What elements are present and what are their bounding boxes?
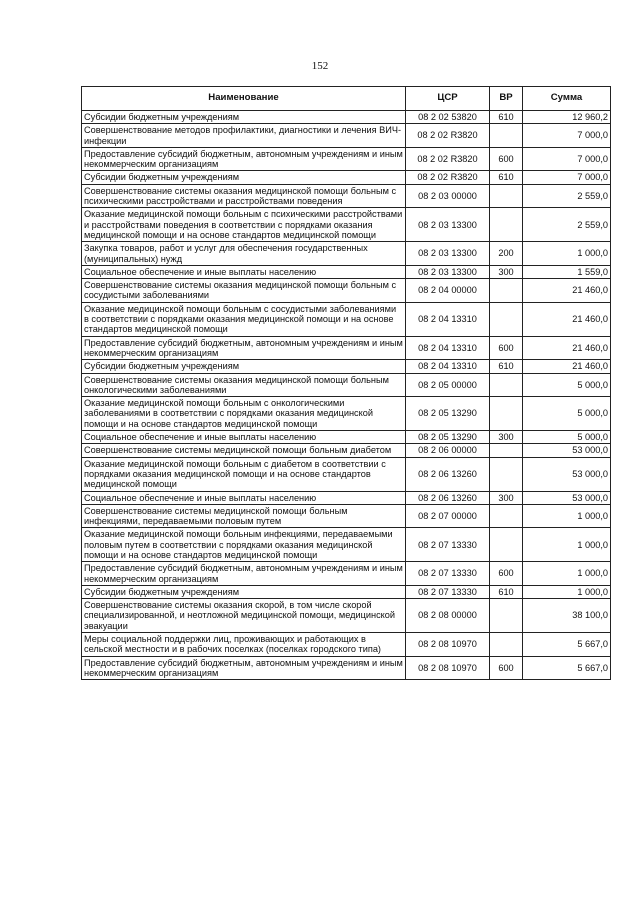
row-name: Совершенствование методов профилактики, диагностики и лечения ВИЧ-инфекции — [82, 124, 406, 148]
row-csr: 08 2 03 00000 — [406, 184, 490, 208]
row-name: Совершенствование системы медицинской помощи больным диабетом — [82, 444, 406, 457]
row-vr: 610 — [490, 585, 523, 598]
row-name: Оказание медицинской помощи больным с психическими расстройствами и расстройствами поведения в соответствии с порядками оказания медицинской помощи и на основе стандартов медицинской помощи — [82, 208, 406, 242]
table-row — [82, 171, 611, 184]
row-name: Оказание медицинской помощи больным с онкологическими заболеваниями в соответствии с порядками оказания медицинской помощи и на основе стандартов медицинской помощи — [82, 397, 406, 431]
row-csr: 08 2 06 13260 — [406, 457, 490, 491]
header-name: Наименование — [82, 87, 406, 111]
table-header-row — [82, 87, 611, 111]
table-row — [82, 599, 611, 633]
table-row — [82, 504, 611, 528]
row-vr: 300 — [490, 491, 523, 504]
table-row — [82, 633, 611, 657]
row-name: Социальное обеспечение и иные выплаты населению — [82, 265, 406, 278]
row-name: Совершенствование системы оказания скорой, в том числе скорой специализированной, и неотложной медицинской помощи, медицинской эвакуации — [82, 599, 406, 633]
row-csr: 08 2 02 R3820 — [406, 124, 490, 148]
table-row — [82, 360, 611, 373]
row-csr: 08 2 08 00000 — [406, 599, 490, 633]
row-sum: 1 559,0 — [523, 265, 611, 278]
table-row — [82, 491, 611, 504]
row-csr: 08 2 06 13260 — [406, 491, 490, 504]
row-sum: 7 000,0 — [523, 171, 611, 184]
row-vr: 600 — [490, 147, 523, 171]
row-vr — [490, 504, 523, 528]
table-row — [82, 265, 611, 278]
row-sum: 53 000,0 — [523, 491, 611, 504]
table-row — [82, 302, 611, 336]
table-row — [82, 444, 611, 457]
table-row — [82, 336, 611, 360]
table-row — [82, 656, 611, 680]
row-csr: 08 2 07 13330 — [406, 585, 490, 598]
row-sum: 2 559,0 — [523, 208, 611, 242]
row-vr: 600 — [490, 562, 523, 586]
row-sum: 7 000,0 — [523, 124, 611, 148]
header-csr: ЦСР — [406, 87, 490, 111]
table-row — [82, 147, 611, 171]
row-vr — [490, 457, 523, 491]
row-vr — [490, 599, 523, 633]
row-sum: 1 000,0 — [523, 242, 611, 266]
row-csr: 08 2 05 13290 — [406, 397, 490, 431]
row-sum: 5 667,0 — [523, 633, 611, 657]
row-sum: 1 000,0 — [523, 528, 611, 562]
row-sum: 21 460,0 — [523, 302, 611, 336]
row-vr — [490, 633, 523, 657]
row-vr — [490, 302, 523, 336]
header-sum: Сумма — [523, 87, 611, 111]
row-name: Предоставление субсидий бюджетным, автономным учреждениям и иным некоммерческим организациям — [82, 656, 406, 680]
row-sum: 1 000,0 — [523, 562, 611, 586]
row-csr: 08 2 07 13330 — [406, 562, 490, 586]
table-row — [82, 279, 611, 303]
row-csr: 08 2 02 R3820 — [406, 147, 490, 171]
row-name: Меры социальной поддержки лиц, проживающих и работающих в сельской местности и в рабочих поселках (поселках городского типа) — [82, 633, 406, 657]
table-row — [82, 585, 611, 598]
table-row — [82, 208, 611, 242]
row-vr — [490, 279, 523, 303]
row-name: Оказание медицинской помощи больным с диабетом в соответствии с порядками оказания медицинской помощи и на основе стандартов медицинской помощи — [82, 457, 406, 491]
row-name: Предоставление субсидий бюджетным, автономным учреждениям и иным некоммерческим организациям — [82, 336, 406, 360]
row-vr: 600 — [490, 336, 523, 360]
row-sum: 21 460,0 — [523, 279, 611, 303]
row-name: Субсидии бюджетным учреждениям — [82, 171, 406, 184]
row-csr: 08 2 04 13310 — [406, 302, 490, 336]
row-sum: 5 000,0 — [523, 431, 611, 444]
row-vr — [490, 528, 523, 562]
row-name: Совершенствование системы оказания медицинской помощи больным с сосудистыми заболеваниями — [82, 279, 406, 303]
budget-table — [81, 86, 611, 680]
row-name: Закупка товаров, работ и услуг для обеспечения государственных (муниципальных) нужд — [82, 242, 406, 266]
row-name: Совершенствование системы медицинской помощи больным инфекциями, передаваемыми половым путем — [82, 504, 406, 528]
row-vr: 610 — [490, 360, 523, 373]
row-name: Совершенствование системы оказания медицинской помощи больным с психическими расстройствами и расстройствами поведения — [82, 184, 406, 208]
table-row — [82, 373, 611, 397]
row-csr: 08 2 02 R3820 — [406, 171, 490, 184]
row-vr: 300 — [490, 265, 523, 278]
row-name: Оказание медицинской помощи больным инфекциями, передаваемыми половым путем в соответствии с порядками оказания медицинской помощи и на основе стандартов медицинской помощи — [82, 528, 406, 562]
row-csr: 08 2 04 00000 — [406, 279, 490, 303]
table-row — [82, 457, 611, 491]
row-csr: 08 2 02 53820 — [406, 111, 490, 124]
row-vr — [490, 397, 523, 431]
row-name: Социальное обеспечение и иные выплаты населению — [82, 491, 406, 504]
row-vr — [490, 373, 523, 397]
row-csr: 08 2 03 13300 — [406, 242, 490, 266]
row-vr: 600 — [490, 656, 523, 680]
table-row — [82, 124, 611, 148]
row-name: Субсидии бюджетным учреждениям — [82, 360, 406, 373]
row-csr: 08 2 06 00000 — [406, 444, 490, 457]
row-vr: 610 — [490, 171, 523, 184]
row-name: Субсидии бюджетным учреждениям — [82, 585, 406, 598]
row-vr: 300 — [490, 431, 523, 444]
row-name: Субсидии бюджетным учреждениям — [82, 111, 406, 124]
row-vr — [490, 208, 523, 242]
table-row — [82, 111, 611, 124]
row-name: Предоставление субсидий бюджетным, автономным учреждениям и иным некоммерческим организациям — [82, 147, 406, 171]
row-sum: 21 460,0 — [523, 336, 611, 360]
table-row — [82, 397, 611, 431]
row-sum: 12 960,2 — [523, 111, 611, 124]
row-csr: 08 2 04 13310 — [406, 360, 490, 373]
row-sum: 53 000,0 — [523, 457, 611, 491]
row-csr: 08 2 07 00000 — [406, 504, 490, 528]
row-vr — [490, 184, 523, 208]
table-row — [82, 431, 611, 444]
row-sum: 21 460,0 — [523, 360, 611, 373]
row-name: Оказание медицинской помощи больным с сосудистыми заболеваниями в соответствии с порядками оказания медицинской помощи и на основе стандартов медицинской помощи — [82, 302, 406, 336]
page-number: 152 — [311, 60, 329, 72]
row-sum: 5 000,0 — [523, 373, 611, 397]
row-csr: 08 2 05 00000 — [406, 373, 490, 397]
row-sum: 2 559,0 — [523, 184, 611, 208]
row-csr: 08 2 07 13330 — [406, 528, 490, 562]
row-csr: 08 2 08 10970 — [406, 656, 490, 680]
table-row — [82, 242, 611, 266]
row-csr: 08 2 05 13290 — [406, 431, 490, 444]
header-vr: ВР — [490, 87, 523, 111]
row-name: Социальное обеспечение и иные выплаты населению — [82, 431, 406, 444]
row-csr: 08 2 03 13300 — [406, 265, 490, 278]
row-name: Предоставление субсидий бюджетным, автономным учреждениям и иным некоммерческим организациям — [82, 562, 406, 586]
row-name: Совершенствование системы оказания медицинской помощи больным онкологическими заболеваниями — [82, 373, 406, 397]
row-sum: 5 000,0 — [523, 397, 611, 431]
row-sum: 1 000,0 — [523, 585, 611, 598]
row-sum: 5 667,0 — [523, 656, 611, 680]
table-row — [82, 562, 611, 586]
row-sum: 53 000,0 — [523, 444, 611, 457]
row-vr — [490, 124, 523, 148]
row-vr: 200 — [490, 242, 523, 266]
row-sum: 1 000,0 — [523, 504, 611, 528]
row-csr: 08 2 08 10970 — [406, 633, 490, 657]
row-csr: 08 2 03 13300 — [406, 208, 490, 242]
row-sum: 7 000,0 — [523, 147, 611, 171]
row-vr — [490, 444, 523, 457]
table-row — [82, 184, 611, 208]
table-row — [82, 528, 611, 562]
row-vr: 610 — [490, 111, 523, 124]
row-csr: 08 2 04 13310 — [406, 336, 490, 360]
row-sum: 38 100,0 — [523, 599, 611, 633]
